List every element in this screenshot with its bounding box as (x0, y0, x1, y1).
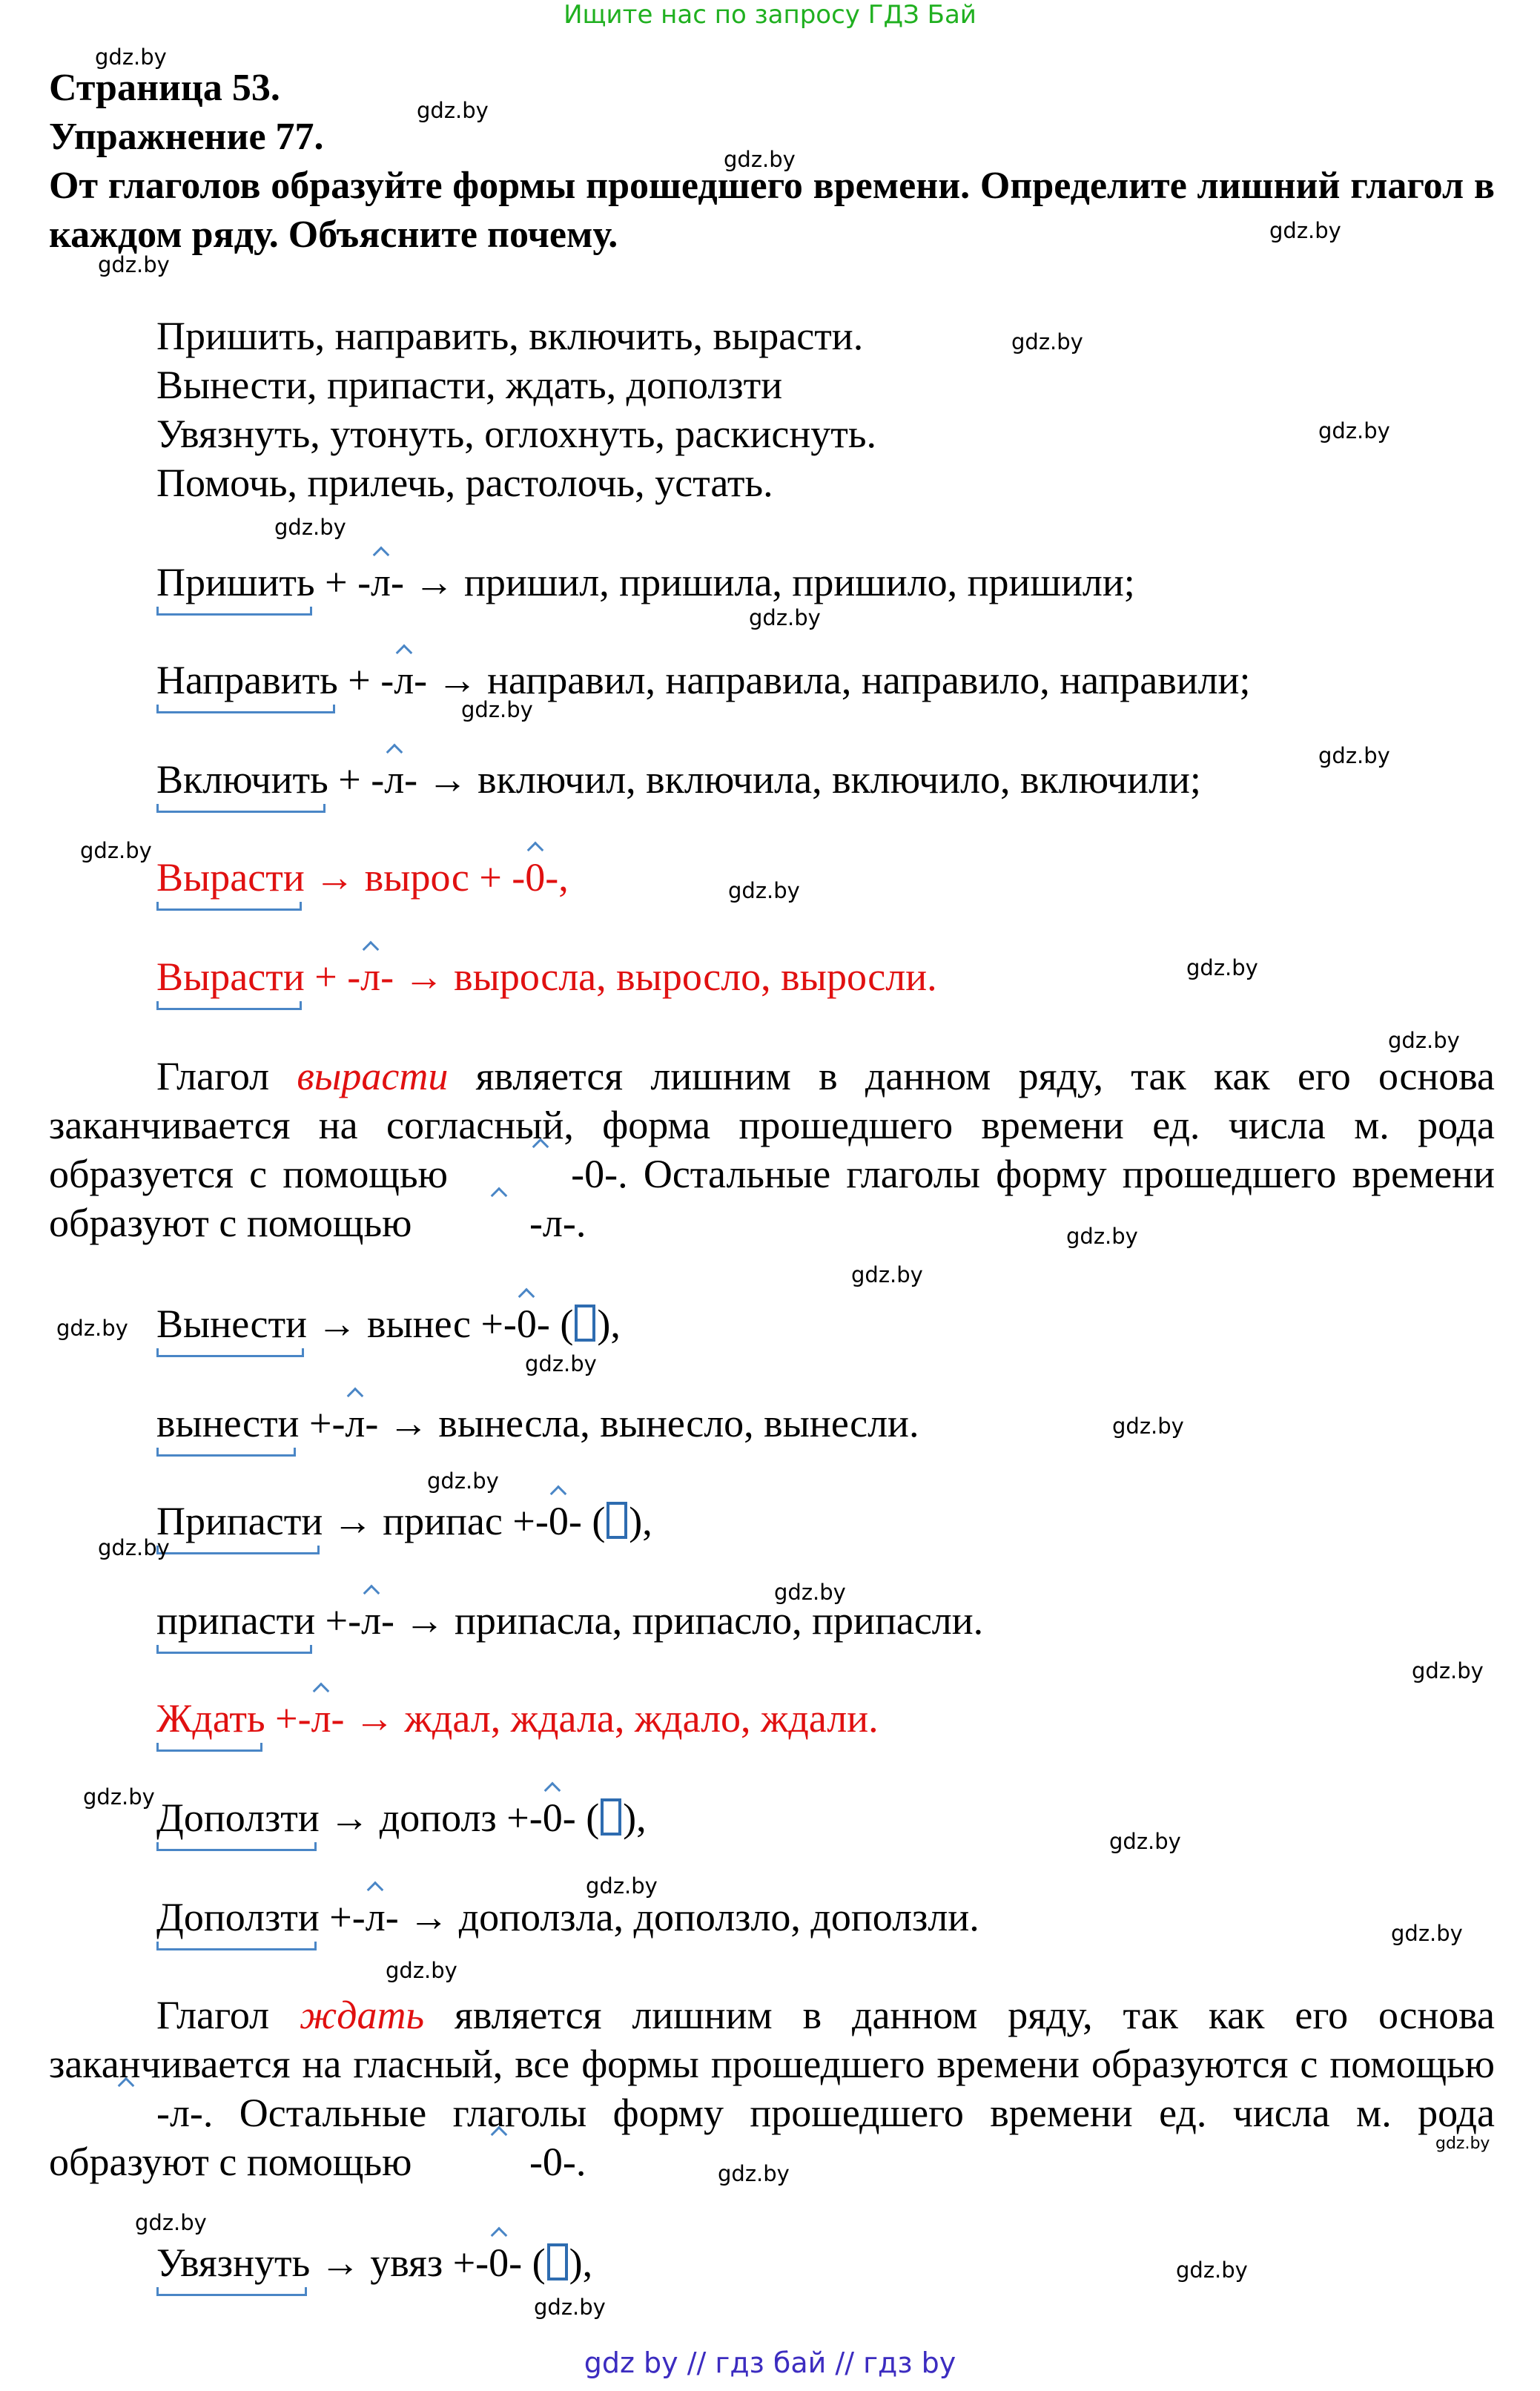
watermark: gdz.by (1388, 1028, 1460, 1053)
watermark: gdz.by (135, 2210, 207, 2235)
analysis-line-pripasti-2: припасти +-л- → припасла, припасло, припасли. (156, 1596, 983, 1645)
watermark: gdz.by (56, 1316, 128, 1341)
watermark: gdz.by (749, 605, 821, 630)
zero-ending-box (575, 1305, 595, 1342)
watermark: gdz.by (534, 2295, 606, 2320)
suffix-zero: -0- (512, 853, 558, 902)
watermark: gdz.by (724, 147, 796, 172)
watermark: gdz.by (83, 1784, 155, 1810)
suffix-zero: -0- (475, 2238, 522, 2287)
past-base: дополз (379, 1795, 497, 1840)
past-base: вырос (364, 855, 469, 900)
past-forms: пришил, пришила, пришило, пришили; (464, 560, 1135, 604)
explanation-2: Глагол ждать является лишним в данном ряду, так как его основа заканчивается на гласный, все формы прошедшего времени образуются с помощью -л-. Остальные глаголы форму прошедшего времени ед. числа м. рода образуют с помощью -0-. (49, 1991, 1495, 2186)
bottom-banner: gdz by // гдз бай // гдз by (584, 2347, 956, 2379)
suffix-l: -л- (371, 755, 417, 804)
watermark: gdz.by (728, 878, 800, 903)
watermark: gdz.by (1318, 743, 1390, 768)
verb-stem: Вынести (156, 1299, 307, 1348)
past-base: припас (383, 1499, 503, 1543)
odd-verb: ждать (300, 1993, 425, 2037)
analysis-line-dopolzti-2: Доползти +-л- → доползла, доползло, доползли. (156, 1893, 979, 1942)
verb-stem: Вырасти (156, 853, 305, 902)
past-forms: вынесла, вынесло, вынесли. (438, 1401, 919, 1445)
analysis-line-napravit: Направить + -л- → направил, направила, направило, направили; (156, 656, 1250, 705)
analysis-line-vyrasti-2: Вырасти + -л- → выросла, выросло, выросли. (156, 952, 937, 1001)
watermark: gdz.by (1435, 2134, 1490, 2153)
past-forms: ждал, ждала, ждало, ждали. (404, 1696, 879, 1741)
verb-stem: Включить (156, 755, 328, 804)
suffix-zero: -0- (529, 1793, 576, 1842)
exercise-instruction: От глаголов образуйте формы прошедшего времени. Определите лишний глагол в каждом ряду. Объясните почему. (49, 165, 1495, 256)
watermark: gdz.by (1391, 1921, 1463, 1946)
suffix-l: -л- (347, 952, 394, 1001)
watermark: gdz.by (1176, 2258, 1248, 2283)
suffix-l: -л- (380, 656, 427, 705)
past-base: вынес (366, 1302, 471, 1346)
top-banner: Ищите нас по запросу ГДЗ Бай (564, 0, 976, 30)
analysis-line-vyrasti-1: Вырасти → вырос + -0-, (156, 853, 569, 902)
watermark: gdz.by (774, 1580, 846, 1605)
verb-row-2: Вынести, припасти, ждать, доползти (156, 363, 783, 407)
verb-stem: Припасти (156, 1497, 323, 1546)
verb-stem: Ждать (156, 1694, 265, 1743)
suffix-l: -л- (422, 1198, 576, 1247)
past-forms: доползла, доползло, доползли. (458, 1895, 979, 1939)
analysis-line-vynesti-2: вынести +-л- → вынесла, вынесло, вынесли. (156, 1399, 919, 1448)
verb-stem: вынести (156, 1399, 299, 1448)
past-base: увяз (370, 2240, 443, 2285)
watermark: gdz.by (274, 515, 346, 540)
suffix-zero: -0- (535, 1497, 582, 1546)
suffix-zero: -0- (422, 2137, 576, 2186)
zero-ending-box (547, 2243, 568, 2280)
verb-stem: припасти (156, 1596, 315, 1645)
watermark: gdz.by (1186, 955, 1258, 980)
analysis-line-pripasti-1: Припасти → припас +-0- ( ), (156, 1497, 652, 1546)
watermark: gdz.by (461, 697, 533, 722)
watermark: gdz.by (80, 838, 152, 863)
verb-stem: Увязнуть (156, 2238, 310, 2287)
suffix-zero: -0- (503, 1299, 550, 1348)
suffix-l: -л- (49, 2088, 203, 2137)
zero-ending-box (601, 1798, 621, 1836)
exercise-title: Упражнение 77. (49, 116, 324, 158)
past-forms: включил, включила, включило, включили; (477, 757, 1201, 802)
page-title: Страница 53. (49, 67, 280, 109)
watermark: gdz.by (586, 1873, 658, 1899)
zero-ending-box (607, 1502, 627, 1539)
watermark: gdz.by (427, 1468, 499, 1494)
watermark: gdz.by (1066, 1224, 1138, 1249)
watermark: gdz.by (95, 44, 167, 70)
verb-stem: Вырасти (156, 952, 305, 1001)
watermark: gdz.by (718, 2161, 790, 2186)
watermark: gdz.by (525, 1351, 597, 1376)
watermark: gdz.by (1269, 218, 1341, 243)
analysis-line-zhdat: Ждать +-л- → ждал, ждала, ждало, ждали. (156, 1694, 879, 1743)
analysis-line-vklyuchit: Включить + -л- → включил, включила, включило, включили; (156, 755, 1201, 804)
watermark: gdz.by (1011, 329, 1083, 354)
watermark: gdz.by (1109, 1829, 1181, 1854)
verb-stem: Доползти (156, 1793, 320, 1842)
suffix-l: -л- (331, 1399, 378, 1448)
verb-row-1: Пришить, направить, включить, вырасти. (156, 314, 864, 358)
suffix-l: -л- (352, 1893, 399, 1942)
odd-verb: вырасти (297, 1054, 449, 1098)
watermark: gdz.by (1112, 1414, 1184, 1439)
analysis-line-uvyaznut-1: Увязнуть → увяз +-0- ( ), (156, 2238, 592, 2287)
past-forms: выросла, выросло, выросли. (454, 954, 937, 999)
suffix-l: -л- (357, 558, 404, 607)
suffix-zero: -0- (463, 1150, 618, 1198)
watermark: gdz.by (851, 1262, 923, 1287)
watermark: gdz.by (386, 1958, 457, 1983)
past-forms: направил, направила, направило, направили; (487, 658, 1251, 702)
analysis-line-prishit: Пришить + -л- → пришил, пришила, пришило, пришили; (156, 558, 1135, 607)
verb-row-4: Помочь, прилечь, растолочь, устать. (156, 461, 773, 505)
watermark: gdz.by (417, 98, 489, 123)
suffix-l: -л- (298, 1694, 345, 1743)
watermark: gdz.by (98, 1535, 170, 1560)
verb-stem: Доползти (156, 1893, 320, 1942)
analysis-line-vynesti-1: Вынести → вынес +-0- ( ), (156, 1299, 621, 1348)
watermark: gdz.by (98, 252, 170, 277)
watermark: gdz.by (1318, 418, 1390, 443)
verb-stem: Пришить (156, 558, 315, 607)
past-forms: припасла, припасло, припасли. (455, 1598, 984, 1643)
suffix-l: -л- (348, 1596, 394, 1645)
verb-row-3: Увязнуть, утонуть, оглохнуть, раскиснуть. (156, 412, 877, 456)
explanation-1: Глагол вырасти является лишним в данном ряду, так как его основа заканчивается на согласный, форма прошедшего времени ед. числа м. рода образуется с помощью -0-. Остальные глаголы форму прошедшего времени образуют с помощью -л-. (49, 1052, 1495, 1247)
analysis-line-dopolzti-1: Доползти → дополз +-0- ( ), (156, 1793, 647, 1842)
verb-stem: Направить (156, 656, 338, 705)
watermark: gdz.by (1412, 1658, 1484, 1683)
